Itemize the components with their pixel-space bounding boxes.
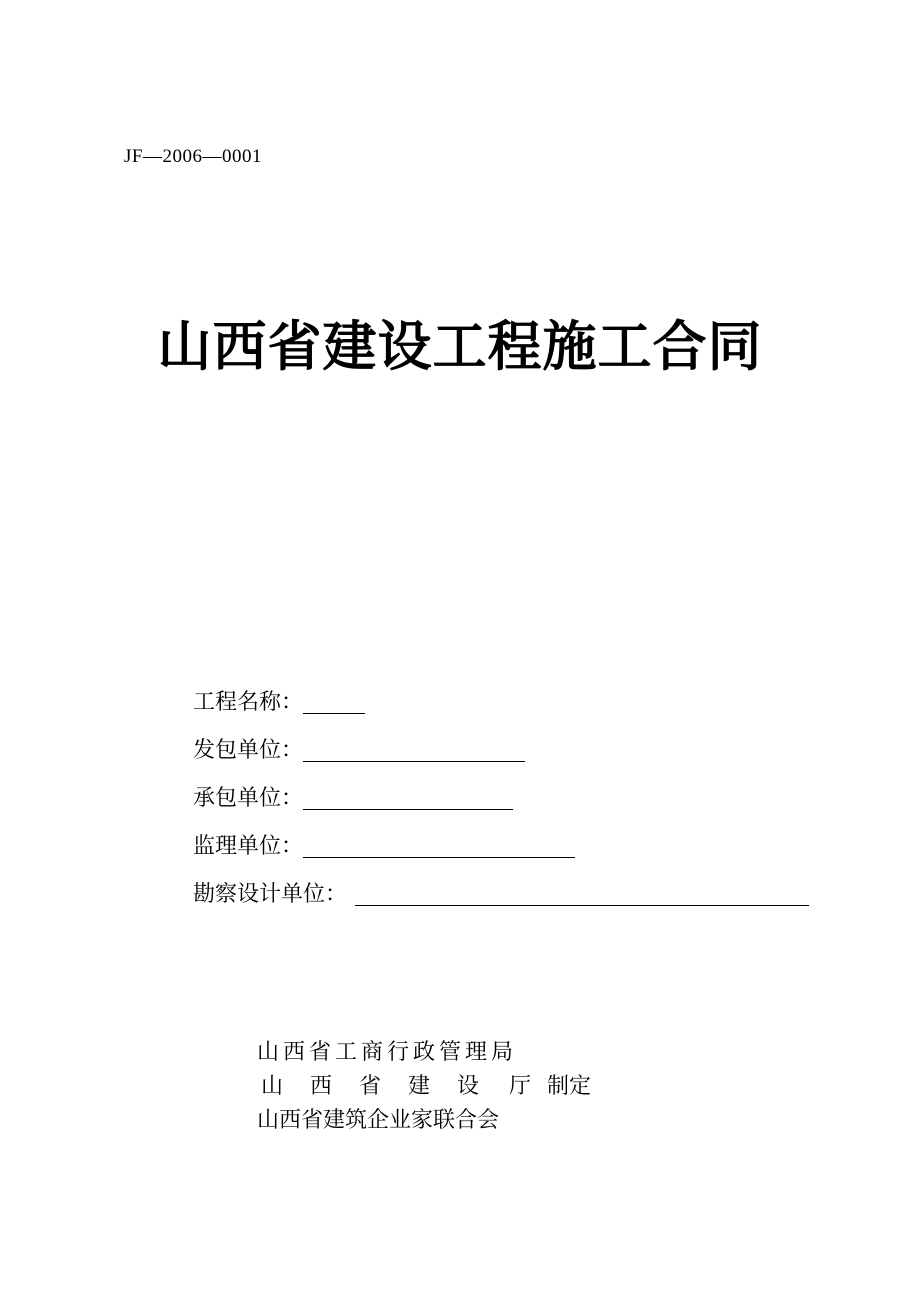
employer-blank[interactable]: [303, 735, 525, 762]
issuer-char: 省: [359, 1074, 382, 1099]
project-name-field: [193, 670, 809, 718]
issuer-char: 西: [310, 1074, 333, 1099]
project-name-blank[interactable]: [303, 687, 365, 714]
project-name-label: 工程名称：: [193, 690, 304, 715]
issuer-association: 山西省建筑企业家联合会: [257, 1108, 500, 1133]
document-code: JF—2006—0001: [124, 146, 262, 167]
supervisor-blank[interactable]: [303, 831, 575, 858]
contract-fields: [193, 670, 809, 910]
employer-field: [193, 718, 809, 766]
supervisor-field: [193, 814, 809, 862]
survey-design-field: [193, 862, 809, 910]
issuer-char: 厅: [509, 1074, 532, 1099]
issuing-authorities: [257, 1036, 591, 1138]
contractor-field: [193, 766, 809, 814]
issuer-construction-dept: [257, 1070, 591, 1104]
survey-design-blank[interactable]: [355, 879, 809, 906]
survey-design-label: 勘察设计单位：: [193, 882, 348, 907]
issuer-aic: 山西省工商行政管理局: [257, 1040, 518, 1065]
issuer-char: 山: [261, 1074, 284, 1099]
supervisor-label: 监理单位：: [193, 834, 304, 859]
issuer-suffix: 制定: [547, 1074, 592, 1099]
contract-title: 山西省建设工程施工合同: [157, 315, 763, 378]
issuer-char: 建: [408, 1074, 431, 1099]
contractor-blank[interactable]: [303, 783, 513, 810]
issuer-char: 设: [457, 1074, 480, 1099]
contractor-label: 承包单位：: [193, 786, 304, 811]
employer-label: 发包单位：: [193, 738, 304, 763]
